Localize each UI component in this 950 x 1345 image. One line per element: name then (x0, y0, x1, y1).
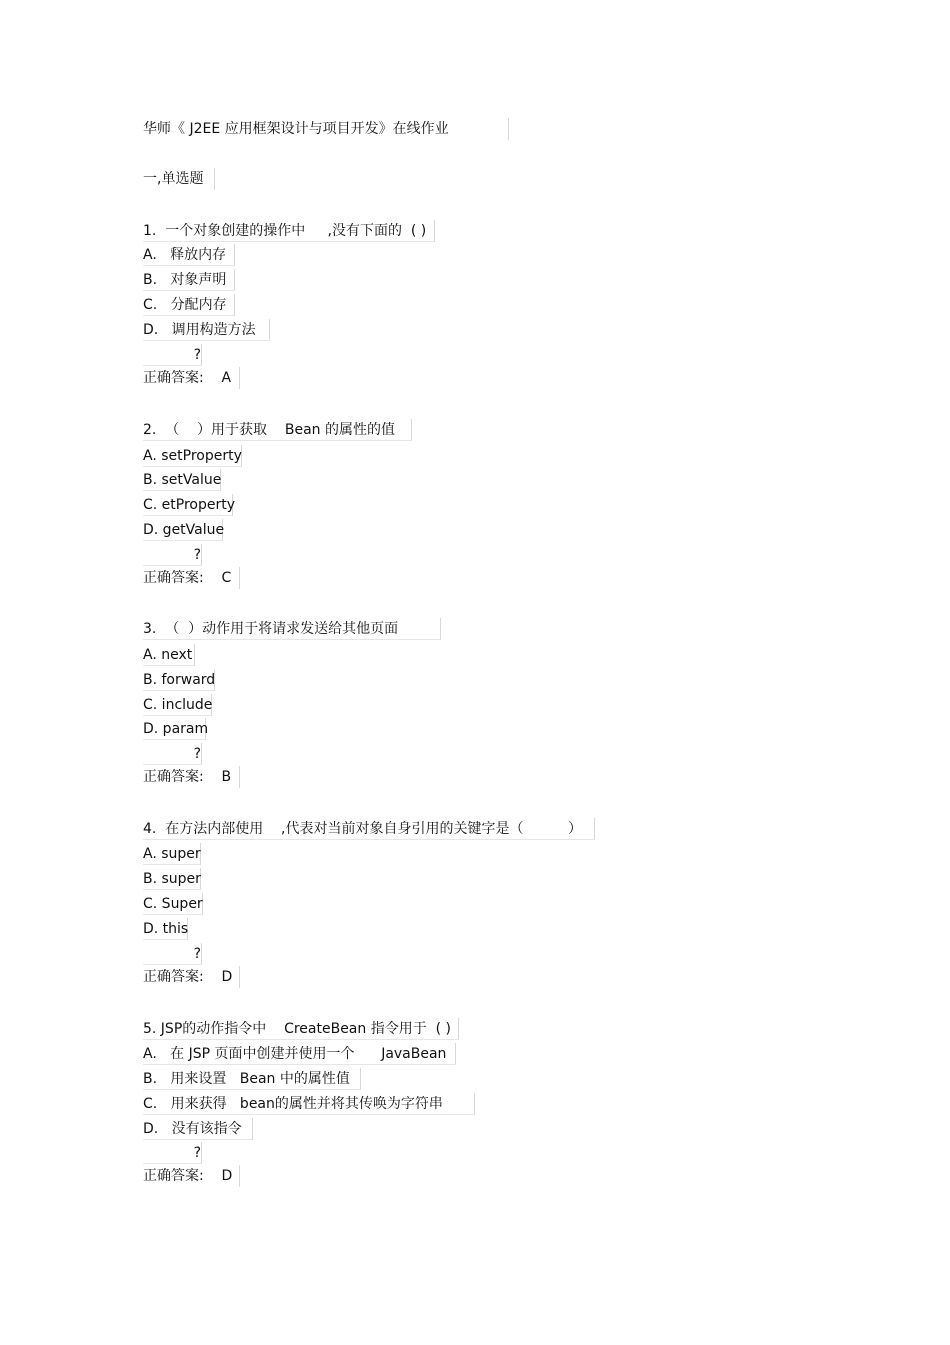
option-a: A. super (143, 843, 201, 865)
question-stem: 2. （ ）用于获取 Bean 的属性的值 (143, 419, 412, 441)
answer-marker: ? (143, 743, 202, 765)
option-a: A. setProperty (143, 445, 242, 467)
answer-marker: ? (143, 943, 202, 965)
option-a: A. next (143, 644, 195, 666)
question-stem: 3. （ ）动作用于将请求发送给其他页面 (143, 618, 441, 640)
option-d: D. 没有该指令 (143, 1118, 253, 1140)
section-heading: 一,单选题 (143, 168, 215, 190)
option-d: D. getValue (143, 519, 223, 541)
option-a: A. 在 JSP 页面中创建并使用一个 JavaBean (143, 1043, 456, 1065)
question-stem: 5. JSP的动作指令中 CreateBean 指令用于 ( ) (143, 1018, 459, 1040)
option-b: B. 对象声明 (143, 269, 235, 291)
option-c: C. 用来获得 bean的属性并将其传唤为字符串 (143, 1093, 475, 1115)
option-c: C. include (143, 694, 212, 716)
option-b: B. super (143, 868, 201, 890)
answer-marker: ? (143, 1142, 202, 1164)
correct-answer: 正确答案: B (143, 766, 240, 788)
option-b: B. setValue (143, 469, 221, 491)
option-c: C. 分配内存 (143, 294, 235, 316)
option-a: A. 释放内存 (143, 244, 235, 266)
option-c: C. etProperty (143, 494, 233, 516)
option-d: D. this (143, 918, 188, 940)
option-c: C. Super (143, 893, 203, 915)
answer-marker: ? (143, 344, 202, 366)
answer-marker: ? (143, 544, 202, 566)
correct-answer: 正确答案: A (143, 367, 240, 389)
question-stem: 4. 在方法内部使用 ,代表对当前对象自身引用的关键字是（ ） (143, 818, 595, 840)
option-b: B. forward (143, 669, 215, 691)
option-b: B. 用来设置 Bean 中的属性值 (143, 1068, 361, 1090)
document-title: 华师《 J2EE 应用框架设计与项目开发》在线作业 (143, 118, 509, 140)
correct-answer: 正确答案: D (143, 1165, 240, 1187)
correct-answer: 正确答案: D (143, 966, 240, 988)
option-d: D. param (143, 718, 206, 740)
correct-answer: 正确答案: C (143, 567, 240, 589)
option-d: D. 调用构造方法 (143, 319, 270, 341)
question-stem: 1. 一个对象创建的操作中 ,没有下面的 ( ) (143, 220, 435, 242)
